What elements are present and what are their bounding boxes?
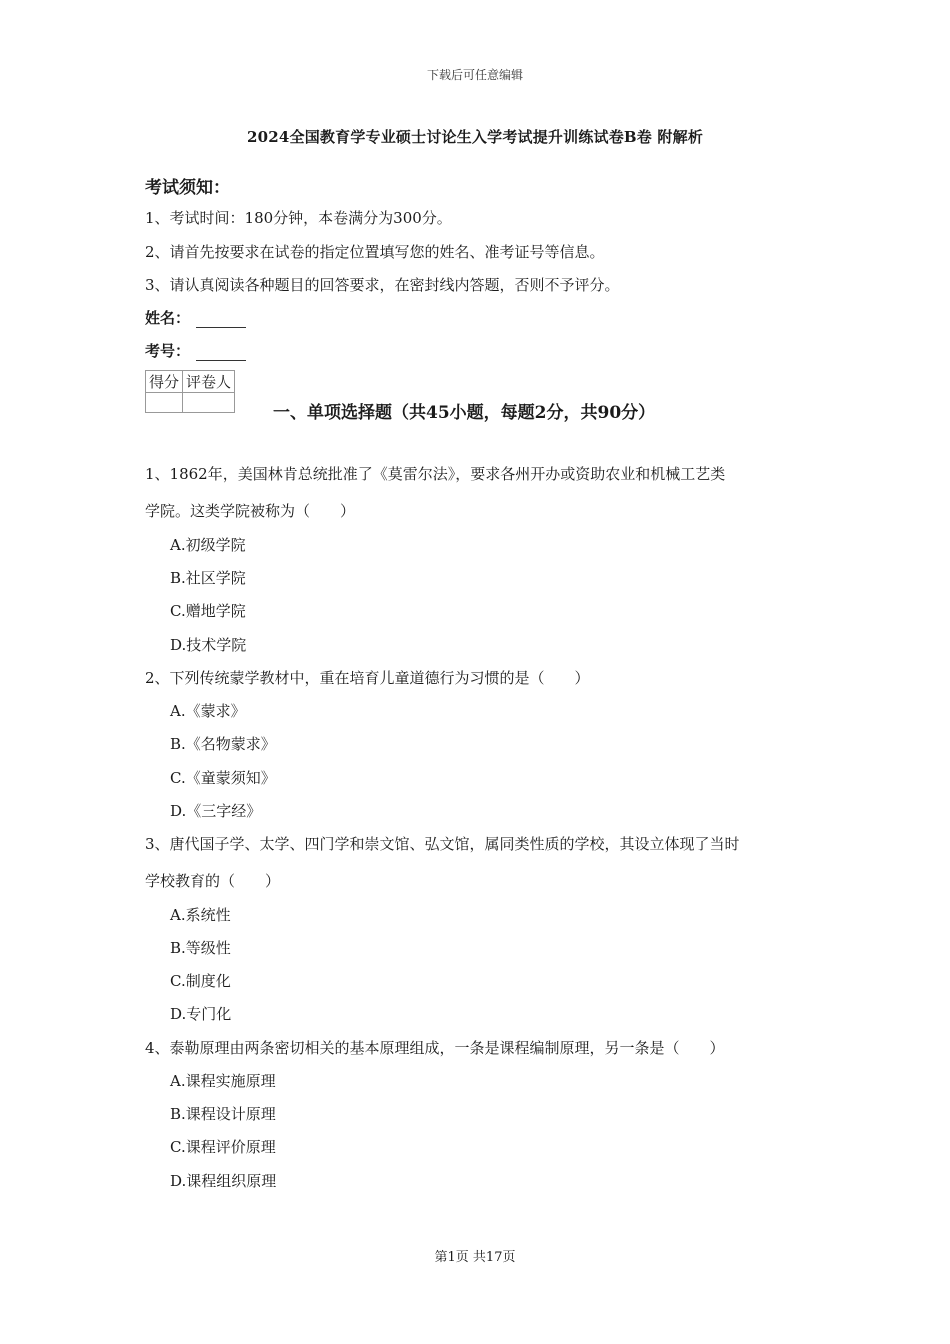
question-2-option-d: D.《三字经》 xyxy=(170,802,262,820)
grader-cell xyxy=(183,393,235,413)
question-4-option-a: A.课程实施原理 xyxy=(170,1072,276,1090)
question-1-option-a: A.初级学院 xyxy=(170,536,246,554)
notice-item: 2、请首先按要求在试卷的指定位置填写您的姓名、准考证号等信息。 xyxy=(145,243,605,261)
grader-header: 评卷人 xyxy=(183,371,235,393)
score-cell xyxy=(146,393,183,413)
question-2-option-a: A.《蒙求》 xyxy=(170,702,246,720)
score-header: 得分 xyxy=(146,371,183,393)
question-3-option-d: D.专门化 xyxy=(170,1005,232,1023)
score-box xyxy=(145,370,235,413)
exam-id-field xyxy=(145,340,246,361)
name-field xyxy=(145,307,246,328)
question-1-text: 1、1862年，美国林肯总统批准了《莫雷尔法》，要求各州开办或资助农业和机械工艺类 xyxy=(145,465,726,483)
question-1-option-d: D.技术学院 xyxy=(170,636,247,654)
question-4-option-c: C.课程评价原理 xyxy=(170,1138,276,1156)
question-1-option-c: C.赠地学院 xyxy=(170,602,246,620)
exam-id-blank xyxy=(196,346,246,361)
question-3-text-cont: 学校教育的（ ） xyxy=(145,872,281,890)
question-4-text: 4、泰勒原理由两条密切相关的基本原理组成，一条是课程编制原理，另一条是（ ） xyxy=(145,1039,725,1057)
question-1-text-cont: 学院。这类学院被称为（ ） xyxy=(145,502,356,520)
question-2-option-c: C.《童蒙须知》 xyxy=(170,769,276,787)
notice-item: 3、请认真阅读各种题目的回答要求，在密封线内答题，否则不予评分。 xyxy=(145,276,620,294)
name-label: 姓名： xyxy=(145,309,191,327)
name-blank xyxy=(196,313,246,328)
header-note: 下载后可任意编辑 xyxy=(426,68,523,82)
question-3-option-c: C.制度化 xyxy=(170,972,231,990)
section-heading: 一、单项选择题（共45小题，每题2分，共90分） xyxy=(273,403,656,423)
question-2-text: 2、下列传统蒙学教材中，重在培育儿童道德行为习惯的是（ ） xyxy=(145,669,590,687)
question-2-option-b: B.《名物蒙求》 xyxy=(170,735,276,753)
exam-id-label: 考号： xyxy=(145,342,191,360)
notice-item: 1、考试时间：180分钟，本卷满分为300分。 xyxy=(145,209,452,227)
question-1-option-b: B.社区学院 xyxy=(170,569,246,587)
notice-heading: 考试须知： xyxy=(145,178,230,198)
question-3-option-b: B.等级性 xyxy=(170,939,231,957)
question-3-option-a: A.系统性 xyxy=(170,906,231,924)
question-4-option-b: B.课程设计原理 xyxy=(170,1105,276,1123)
page-footer: 第1页 共17页 xyxy=(434,1250,516,1265)
question-4-option-d: D.课程组织原理 xyxy=(170,1172,277,1190)
question-3-text: 3、唐代国子学、太学、四门学和崇文馆、弘文馆，属同类性质的学校，其设立体现了当时 xyxy=(145,835,740,853)
document-title: 2024全国教育学专业硕士讨论生入学考试提升训练试卷B卷 附解析 xyxy=(246,128,704,146)
